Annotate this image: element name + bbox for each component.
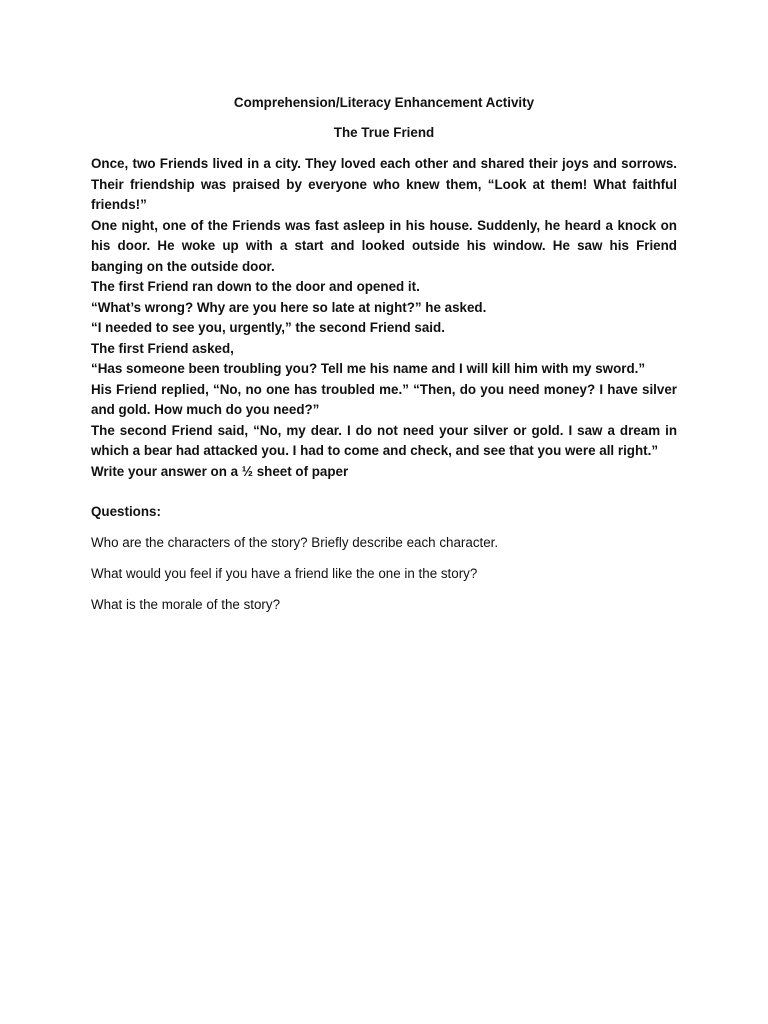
- story-paragraph: The first Friend asked,: [91, 340, 234, 356]
- story-paragraph: Once, two Friends lived in a city. They loved each other and shared their joys and sorrows. Their friendship was praised by everyone who knew them, “Look at them! What faithful friends!”: [91, 156, 677, 212]
- story-paragraph: The second Friend said, “No, my dear. I do not need your silver or gold. I saw a dream in which a bear had attacked you. I had to come and check, and see that you were all right.”: [91, 422, 677, 458]
- story-paragraph: The first Friend ran down to the door and opened it.: [91, 279, 420, 294]
- story-paragraph: One night, one of the Friends was fast asleep in his house. Suddenly, he heard a knock on his door. He woke up with a start and looked outside his window. He saw his Friend banging on the outside door.: [91, 217, 677, 274]
- story-paragraph: “What’s wrong? Why are you here so late at night?” he asked.: [91, 299, 487, 315]
- activity-heading: Comprehension/Literacy Enhancement Activity: [233, 95, 535, 110]
- story-paragraph: His Friend replied, “No, no one has troubled me.” “Then, do you need money? I have silver and gold. How much do you need?”: [91, 381, 677, 417]
- story-body: [91, 154, 677, 482]
- story-title: The True Friend: [333, 125, 435, 140]
- questions-heading: Questions:: [91, 504, 161, 519]
- question-item: Who are the characters of the story? Briefly describe each character.: [91, 535, 499, 550]
- instruction-line: Write your answer on a ½ sheet of paper: [91, 463, 349, 479]
- story-paragraph: “I needed to see you, urgently,” the second Friend said.: [91, 320, 445, 335]
- question-item: What is the morale of the story?: [91, 597, 281, 612]
- story-paragraph: “Has someone been troubling you? Tell me his name and I will kill him with my sword.”: [91, 361, 646, 376]
- question-item: What would you feel if you have a friend like the one in the story?: [91, 566, 478, 581]
